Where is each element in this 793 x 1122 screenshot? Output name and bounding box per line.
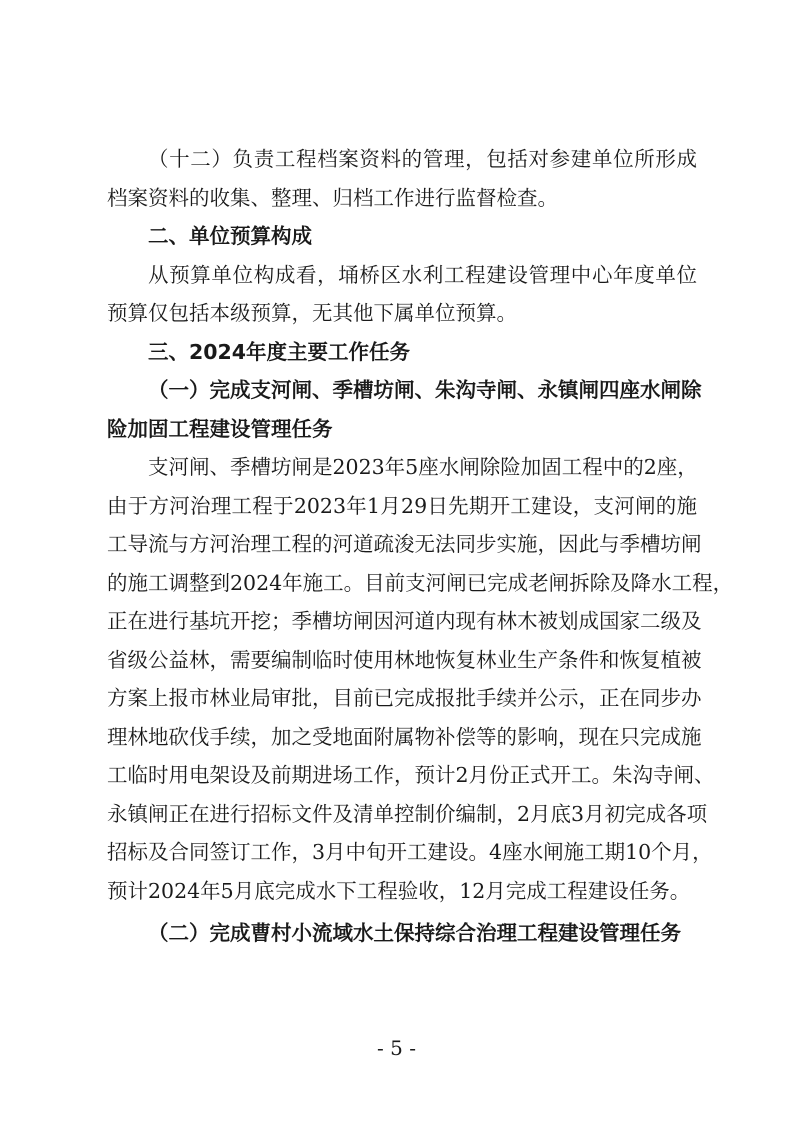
- section2-heading: 二、单位预算构成: [148, 224, 312, 248]
- section3-sub1-body-line: 方案上报市林业局审批，目前已完成报批手续并公示，正在同步办: [107, 686, 702, 710]
- section3-sub1-body-line: 永镇闸正在进行招标文件及清单控制价编制，2月底3月初完成各项: [107, 801, 708, 826]
- section3-sub2-title: （二）完成曹村小流域水土保持综合治理工程建设管理任务: [148, 921, 681, 945]
- section3-sub1-title-line1: （一）完成支河闸、季槽坊闸、朱沟寺闸、永镇闸四座水闸除: [148, 378, 702, 402]
- section3-sub1-body-line: 理林地砍伐手续，加之受地面附属物补偿等的影响，现在只完成施: [107, 724, 702, 749]
- section3-sub1-body-line: 招标及合同签订工作，3月中旬开工建设。4座水闸施工期10个月，: [107, 840, 713, 864]
- section3-sub1-body-line: 省级公益林，需要编制临时使用林地恢复林业生产条件和恢复植被: [107, 647, 702, 672]
- section3-sub1-title-line2: 险加固工程建设管理任务: [107, 416, 333, 441]
- section12-line2: 档案资料的收集、整理、归档工作进行监督检查。: [107, 185, 558, 210]
- section3-sub1-body-line: 预计2024年5月底完成水下工程验收，12月完成工程建设任务。: [107, 878, 691, 903]
- section3-sub1-body-line: 支河闸、季槽坊闸是2023年5座水闸除险加固工程中的2座，: [148, 455, 698, 479]
- section2-line2: 预算仅包括本级预算，无其他下属单位预算。: [107, 301, 517, 325]
- section3-sub1-body-line: 的施工调整到2024年施工。目前支河闸已完成老闸拆除及降水工程，: [107, 570, 734, 595]
- section3-sub1-body-line: 正在进行基坑开挖；季槽坊闸因河道内现有林木被划成国家二级及: [107, 609, 702, 633]
- section3-sub1-body-line: 工导流与方河治理工程的河道疏浚无法同步实施，因此与季槽坊闸: [107, 532, 702, 556]
- section2-line1: 从预算单位构成看，埇桥区水利工程建设管理中心年度单位: [148, 262, 697, 287]
- document-body: [107, 140, 734, 953]
- section12-line1: （十二）负责工程档案资料的管理，包括对参建单位所形成: [148, 147, 697, 171]
- section3-heading: 三、2024年度主要工作任务: [148, 339, 411, 364]
- section3-sub1-body-line: 由于方河治理工程于2023年1月29日先期开工建设，支河闸的施: [107, 493, 697, 518]
- section3-sub1-body-line: 工临时用电架设及前期进场工作，预计2月份正式开工。朱沟寺闸、: [107, 763, 715, 787]
- page-number: - 5 -: [377, 1036, 416, 1060]
